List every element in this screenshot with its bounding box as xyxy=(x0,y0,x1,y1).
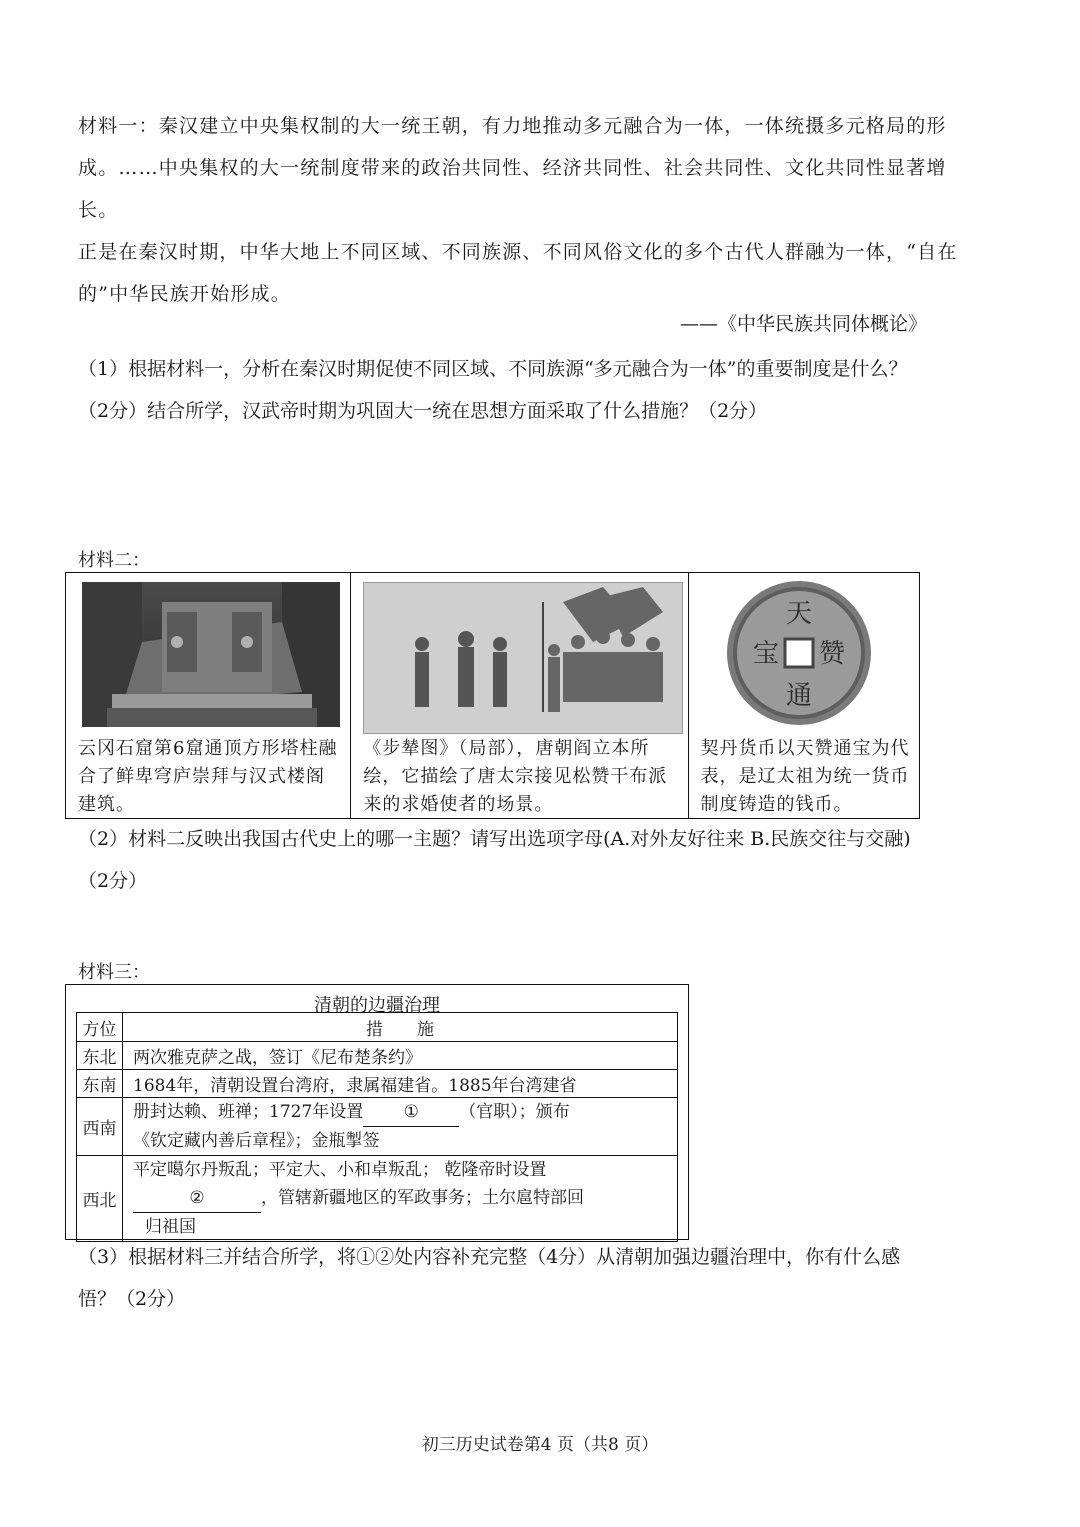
row-direction: 西南 xyxy=(77,1098,123,1156)
row-measures xyxy=(123,1156,678,1242)
southwest-line-2: 《钦定藏内善后章程》；金瓶掣签 xyxy=(133,1131,380,1151)
question-one-line: （1）根据材料一，分析在秦汉时期促使不同区域、不同族源“多元融合为一体”的重要制度是什么？ xyxy=(78,358,908,380)
northwest-line-2 xyxy=(133,1184,667,1213)
table-row xyxy=(77,1098,678,1156)
southwest-line-1 xyxy=(133,1098,667,1127)
table-row xyxy=(77,1156,678,1242)
header-measures: 措 施 xyxy=(123,1013,678,1042)
row-measures xyxy=(123,1098,678,1156)
northwest-text-b: ，管辖新疆地区的军政事务；土尔扈特部回 xyxy=(261,1188,584,1208)
material-one-line: 正是在秦汉时期，中华大地上不同区域、不同族源、不同风俗文化的多个古代人群融为一体，“自在 xyxy=(78,241,958,263)
painting-caption: 《步辇图》（局部），唐朝阎立本所绘，它描绘了唐太宗接见松赞干布派来的求婚使者的场景。 xyxy=(363,738,668,815)
question-one xyxy=(78,348,978,432)
northwest-line-1: 平定噶尔丹叛乱；平定大、小和卓叛乱； 乾隆帝时设置 xyxy=(133,1160,547,1180)
coin-image xyxy=(719,578,879,728)
northwest-line-3: 归祖国 xyxy=(145,1217,196,1237)
question-two-line: （2分） xyxy=(78,870,148,892)
question-two-line: （2）材料二反映出我国古代史上的哪一主题？请写出选项字母(A.对外友好往来 B.民族交往与交融) xyxy=(78,828,911,850)
material-one-line: 成。……中央集权的大一统制度带来的政治共同性、经济共同性、社会共同性、文化共同性显著增长。 xyxy=(78,157,947,221)
table-row xyxy=(77,1070,678,1098)
coin-char-right: 赞 xyxy=(818,639,845,669)
row-direction: 东南 xyxy=(77,1070,123,1098)
question-three xyxy=(78,1236,978,1320)
question-one-line: （2分）结合所学，汉武帝时期为巩固大一统在思想方面采取了什么措施？（2分） xyxy=(78,400,768,422)
page-footer: 初三历史试卷第4 页（共8 页） xyxy=(421,1435,659,1455)
material-two-cell-grotto xyxy=(66,573,351,818)
frontier-governance-table xyxy=(76,1012,678,1242)
material-two-label: 材料二： xyxy=(78,550,150,571)
material-three-label: 材料三： xyxy=(78,962,150,983)
coin-caption: 契丹货币以天赞通宝为代表，是辽太祖为统一货币制度铸造的钱币。 xyxy=(700,738,910,815)
coin-char-bottom: 通 xyxy=(785,681,812,711)
question-three-line: （3）根据材料三并结合所学，将①②处内容补充完整（4分）从清朝加强边疆治理中，你有什么感 xyxy=(78,1246,901,1268)
material-one-source: ——《中华民族共同体概论》 xyxy=(680,313,928,335)
table-header-row xyxy=(77,1013,678,1042)
question-three-line: 悟？（2分） xyxy=(78,1288,186,1310)
row-measures: 两次雅克萨之战，签订《尼布楚条约》 xyxy=(123,1042,678,1070)
grotto-image xyxy=(82,582,340,727)
material-two-cell-painting xyxy=(351,573,688,818)
row-measures: 1684年，清朝设置台湾府，隶属福建省。1885年台湾建省 xyxy=(123,1070,678,1098)
material-one-line: 材料一：秦汉建立中央集权制的大一统王朝，有力地推动多元融合为一体，一体统摄多元格局的形 xyxy=(78,115,947,137)
bunian-painting-image xyxy=(363,582,683,734)
table-title: 清朝的边疆治理 xyxy=(314,995,440,1016)
header-direction: 方位 xyxy=(77,1013,123,1042)
material-one-text xyxy=(78,105,978,315)
table-row xyxy=(77,1042,678,1070)
blank-one: ① xyxy=(363,1098,459,1127)
material-two-table xyxy=(65,572,920,819)
row-direction: 东北 xyxy=(77,1042,123,1070)
coin-char-left: 宝 xyxy=(752,639,779,669)
grotto-caption: 云冈石窟第6窟通顶方形塔柱融合了鲜卑穹庐崇拜与汉式楼阁建筑。 xyxy=(78,738,338,815)
southwest-text-a: 册封达赖、班禅；1727年设置 xyxy=(133,1102,364,1122)
southwest-text-b: （官职）；颁布 xyxy=(459,1102,570,1122)
coin-char-top: 天 xyxy=(785,599,812,629)
material-one-line: 的”中华民族开始形成。 xyxy=(78,283,291,305)
question-two xyxy=(78,818,978,902)
row-direction: 西北 xyxy=(77,1156,123,1242)
blank-two: ② xyxy=(133,1184,261,1213)
material-two-cell-coin xyxy=(689,573,919,818)
